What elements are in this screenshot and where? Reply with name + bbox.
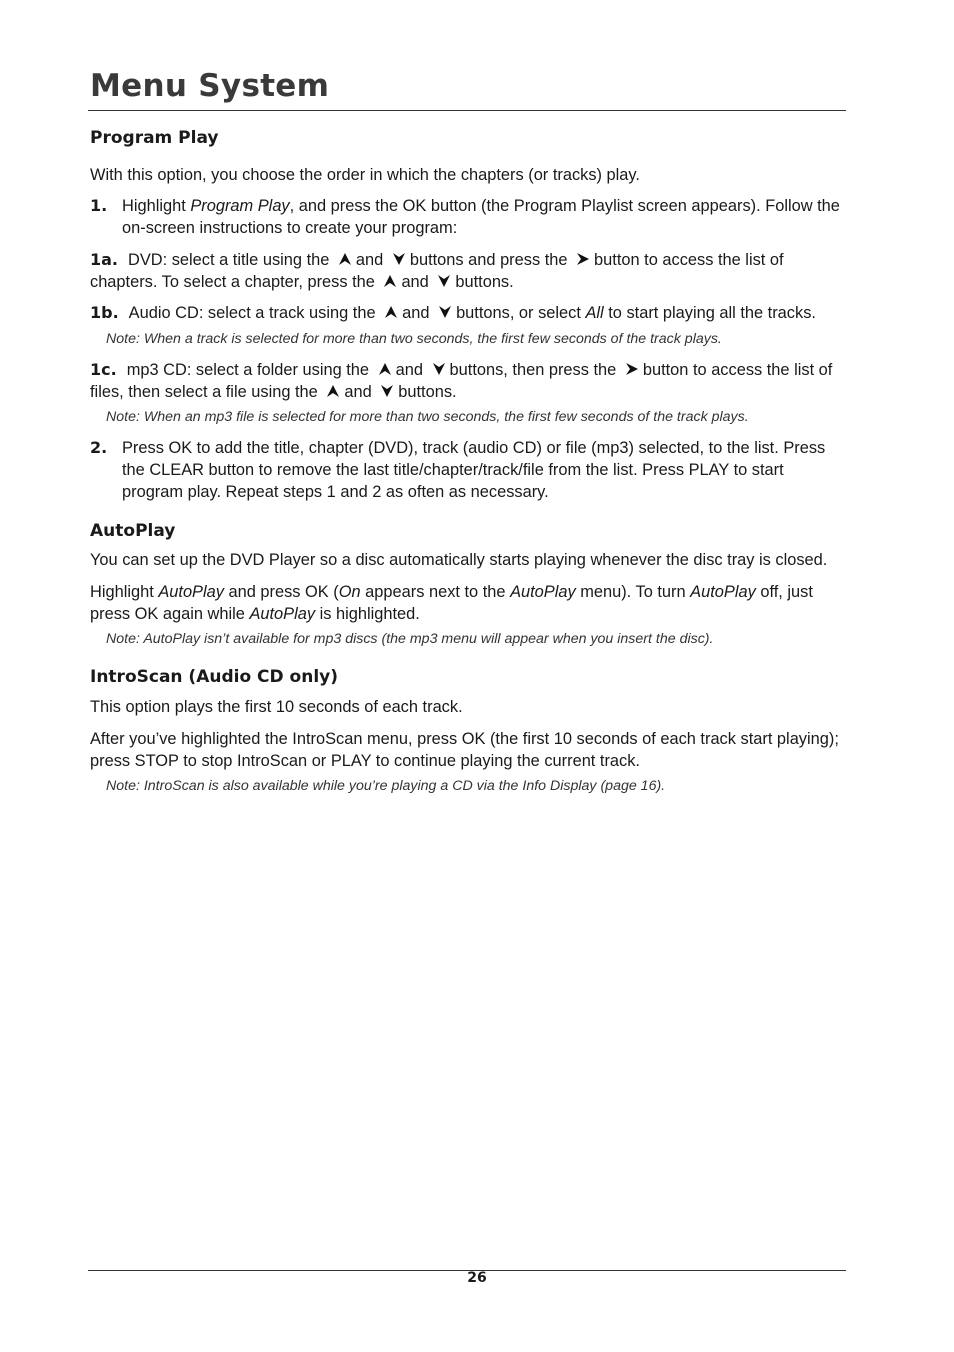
down-arrow-icon: [432, 362, 446, 376]
step-number: 1.: [90, 196, 108, 215]
program-play-intro: With this option, you choose the order in which the chapters (or tracks) play.: [90, 166, 640, 184]
up-arrow-icon: [384, 305, 398, 319]
down-arrow-icon: [380, 384, 394, 398]
page-title: Menu System: [90, 68, 330, 104]
step-label: 1a.: [90, 250, 119, 269]
step-number: 2.: [90, 438, 108, 457]
up-arrow-icon: [338, 252, 352, 266]
step-label: 1b.: [90, 303, 119, 322]
up-arrow-icon: [326, 384, 340, 398]
step-1c: 1c. mp3 CD: select a folder using the and buttons, then press the button to access the list of files, then select a file using the and buttons.: [90, 360, 833, 401]
down-arrow-icon: [437, 274, 451, 288]
page-number: 26: [467, 1270, 487, 1286]
autoplay-instructions: Highlight AutoPlay and press OK (On appears next to the AutoPlay menu). To turn AutoPlay off, just press OK again while AutoPlay is highlighted.: [90, 583, 813, 623]
step-1b: 1b. Audio CD: select a track using the and buttons, or select All to start playing all the tracks.: [90, 303, 816, 322]
note-autoplay: Note: AutoPlay isn’t available for mp3 discs (the mp3 menu will appear when you insert the disc).: [106, 631, 714, 647]
note-introscan: Note: IntroScan is also available while you’re playing a CD via the Info Display (page 16).: [106, 778, 666, 794]
step-text: Press OK to add the title, chapter (DVD), track (audio CD) or file (mp3) selected, to the list. Press the CLEAR button to remove the last title/chapter/track/file from the list. Press PLAY to start program play. Repeat steps 1 and 2 as often as necessary.: [122, 439, 826, 501]
note-track-selected: Note: When a track is selected for more than two seconds, the first few seconds of the track plays.: [106, 331, 722, 347]
right-arrow-icon: [625, 362, 639, 376]
up-arrow-icon: [383, 274, 397, 288]
introscan-instructions: After you’ve highlighted the IntroScan menu, press OK (the first 10 seconds of each track start playing); press STOP to stop IntroScan or PLAY to continue playing the current track.: [90, 730, 839, 770]
introscan-description: This option plays the first 10 seconds of each track.: [90, 698, 463, 716]
section-heading-autoplay: AutoPlay: [90, 521, 176, 541]
down-arrow-icon: [392, 252, 406, 266]
step-text: Highlight Program Play, and press the OK button (the Program Playlist screen appears). Follow the on-screen instructions to create your program:: [122, 197, 840, 237]
right-arrow-icon: [576, 252, 590, 266]
page-content: [90, 126, 840, 796]
step-1a: 1a. DVD: select a title using the and buttons and press the button to access the list of chapters. To select a chapter, press the and buttons.: [90, 250, 784, 291]
note-mp3-selected: Note: When an mp3 file is selected for more than two seconds, the first few seconds of the track plays.: [106, 409, 749, 425]
down-arrow-icon: [438, 305, 452, 319]
step-1: [90, 195, 840, 239]
section-heading-introscan: IntroScan (Audio CD only): [90, 667, 339, 687]
title-divider: [88, 110, 846, 111]
up-arrow-icon: [378, 362, 392, 376]
step-2: [90, 437, 840, 503]
autoplay-description: You can set up the DVD Player so a disc automatically starts playing whenever the disc tray is closed.: [90, 551, 828, 569]
step-label: 1c.: [90, 360, 117, 379]
section-heading-program-play: Program Play: [90, 128, 219, 148]
